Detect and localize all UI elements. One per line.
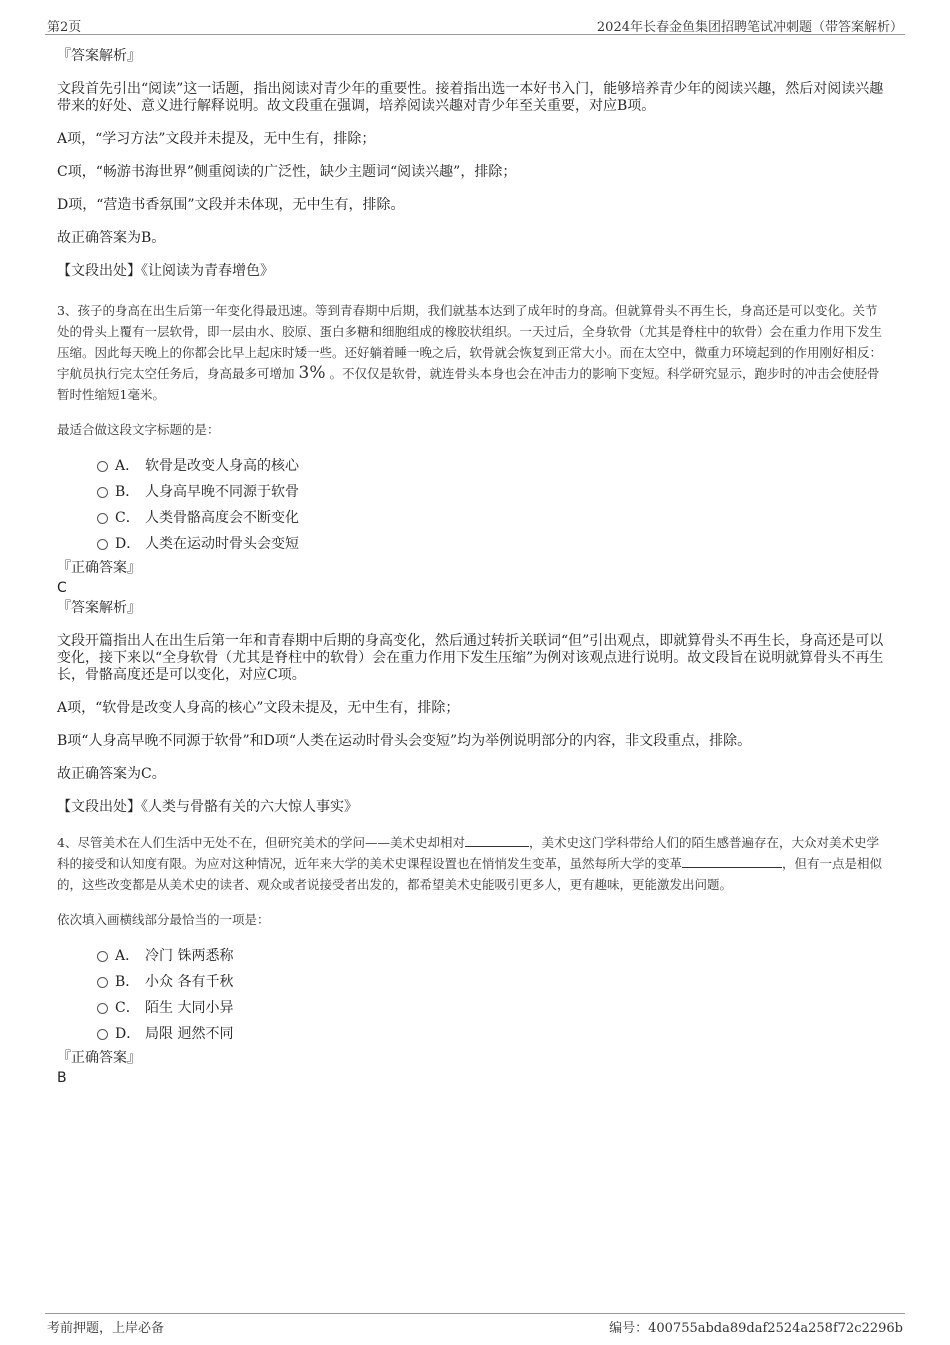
q3-prompt: 最适合做这段文字标题的是： [57,422,220,437]
option-text: 人身高早晚不同源于软骨 [145,484,299,500]
radio-icon[interactable] [97,513,108,524]
q3-analysis-option-bd: B项“人身高早晚不同源于软骨”和D项“人类在运动时骨头会变短”均为举例说明部分的内容，非文段重点，排除。 [57,733,752,749]
q2-analysis-option-c: C项，“畅游书海世界”侧重阅读的广泛性，缺少主题词“阅读兴趣”，排除； [57,164,517,180]
option-text: 人类在运动时骨头会变短 [145,536,299,552]
q4-prompt: 依次填入画横线部分最恰当的一项是： [57,912,270,927]
option-letter: D． [115,1026,141,1042]
q3-option-a[interactable] [97,456,887,476]
footer-slogan: 考前押题，上岸必备 [47,1321,165,1336]
option-text: 软骨是改变人身高的核心 [145,458,299,474]
option-letter: D． [115,536,141,552]
page-content [57,44,887,1087]
q3-stem-part2: 。不仅仅是软骨，就连骨头本身也会在冲击力的影响下变短。科学研究显示，跑步时的冲击会使胫骨暂时性缩短1毫米。 [57,366,880,402]
option-letter: B． [115,484,140,500]
option-letter: C． [115,510,140,526]
q2-conclusion: 故正确答案为B。 [57,230,166,246]
page-footer [45,1313,905,1334]
fill-blank-1 [465,834,529,847]
option-letter: A． [115,458,140,474]
radio-icon[interactable] [97,951,108,962]
q3-answer-label: 『正确答案』 [57,560,141,576]
option-text: 冷门 铢两悉称 [145,948,234,964]
q2-analysis-paragraph: 文段首先引出“阅读”这一话题，指出阅读对青少年的重要性。接着指出选一本好书入门，能够培养青少年的阅读兴趣，然后对阅读兴趣带来的好处、意义进行解释说明。故文段重在强调，培养阅读兴趣对青少年至关重要，对应B项。 [57,81,884,114]
q4-stem [57,832,887,895]
q3-options [57,456,887,554]
option-text: 人类骨骼高度会不断变化 [145,510,299,526]
q4-option-d[interactable] [97,1024,887,1044]
page-number: 第2页 [47,20,82,35]
option-letter: A． [115,948,140,964]
radio-icon[interactable] [97,977,108,988]
q3-analysis-label: 『答案解析』 [57,600,141,616]
q4-answer: B [57,1070,67,1086]
radio-icon[interactable] [97,461,108,472]
radio-icon[interactable] [97,1029,108,1040]
radio-icon[interactable] [97,1003,108,1014]
q4-option-b[interactable] [97,972,887,992]
document-title: 2024年长春金鱼集团招聘笔试冲刺题（带答案解析） [596,20,903,35]
q3-option-c[interactable] [97,508,887,528]
q3-stem-percent: 3% [298,363,326,383]
q3-analysis-paragraph: 文段开篇指出人在出生后第一年和青春期中后期的身高变化，然后通过转折关联词“但”引出观点，即就算骨头不再生长，身高还是可以变化，接下来以“全身软骨（尤其是脊柱中的软骨）会在重力作用下发生压缩”为例对该观点进行说明。故文段旨在说明就算骨头不再生长，骨骼高度还是可以变化，对应C项。 [57,633,884,683]
q2-analysis-option-d: D项，“营造书香氛围”文段并未体现，无中生有，排除。 [57,197,405,213]
q4-stem-part1: 4、尽管美术在人们生活中无处不在，但研究美术的学问——美术史却相对 [57,835,465,850]
footer-serial: 编号：400755abda89daf2524a258f72c2296b [609,1321,903,1336]
q4-stem-part3: ，但有一点是相似的，这些改变都是从美术史的读者、观众或者说接受者出发的，都希望美术史能吸引更多人，更有趣味，更能激发出问题。 [57,856,883,892]
radio-icon[interactable] [97,539,108,550]
q3-conclusion: 故正确答案为C。 [57,766,166,782]
q3-answer: C [57,580,67,596]
q2-analysis-option-a: A项，“学习方法”文段并未提及，无中生有，排除； [57,131,376,147]
q4-option-c[interactable] [97,998,887,1018]
q4-option-a[interactable] [97,946,887,966]
page-header [45,14,905,35]
q3-option-b[interactable] [97,482,887,502]
q4-options [57,946,887,1044]
radio-icon[interactable] [97,487,108,498]
q3-source: 【文段出处】《人类与骨骼有关的六大惊人事实》 [57,799,358,815]
q4-answer-label: 『正确答案』 [57,1050,141,1066]
option-letter: B． [115,974,140,990]
q3-stem-part1: 3、孩子的身高在出生后第一年变化得最迅速。等到青春期中后期，我们就基本达到了成年时的身高。但就算骨头不再生长，身高还是可以变化。关节处的骨头上覆有一层软骨，即一层由水、胶原、蛋白多糖和细胞组成的橡胶状组织。一天过后，全身软骨（尤其是脊柱中的软骨）会在重力作用下发生压缩。因此每天晚上的你都会比早上起床时矮一些。还好躺着睡一晚之后，软骨就会恢复到正常大小。而在太空中，微重力环境起到的作用刚好相反：宇航员执行完太空任务后，身高最多可增加 [57,303,883,381]
q3-analysis-option-a: A项，“软骨是改变人身高的核心”文段未提及，无中生有，排除； [57,700,460,716]
q3-option-d[interactable] [97,534,887,554]
q3-stem [57,300,887,405]
option-letter: C． [115,1000,140,1016]
q2-source: 【文段出处】《让阅读为青春增色》 [57,263,274,279]
option-text: 陌生 大同小异 [145,1000,234,1016]
option-text: 局限 迥然不同 [145,1026,234,1042]
option-text: 小众 各有千秋 [145,974,234,990]
fill-blank-2 [682,855,782,868]
q2-analysis-label: 『答案解析』 [57,48,141,64]
q4-stem-part2: ，美术史这门学科带给人们的陌生感普遍存在，大众对美术史学科的接受和认知度有限。为应对这种情况，近年来大学的美术史课程设置也在悄悄发生变革，虽然每所大学的变革 [57,835,879,871]
